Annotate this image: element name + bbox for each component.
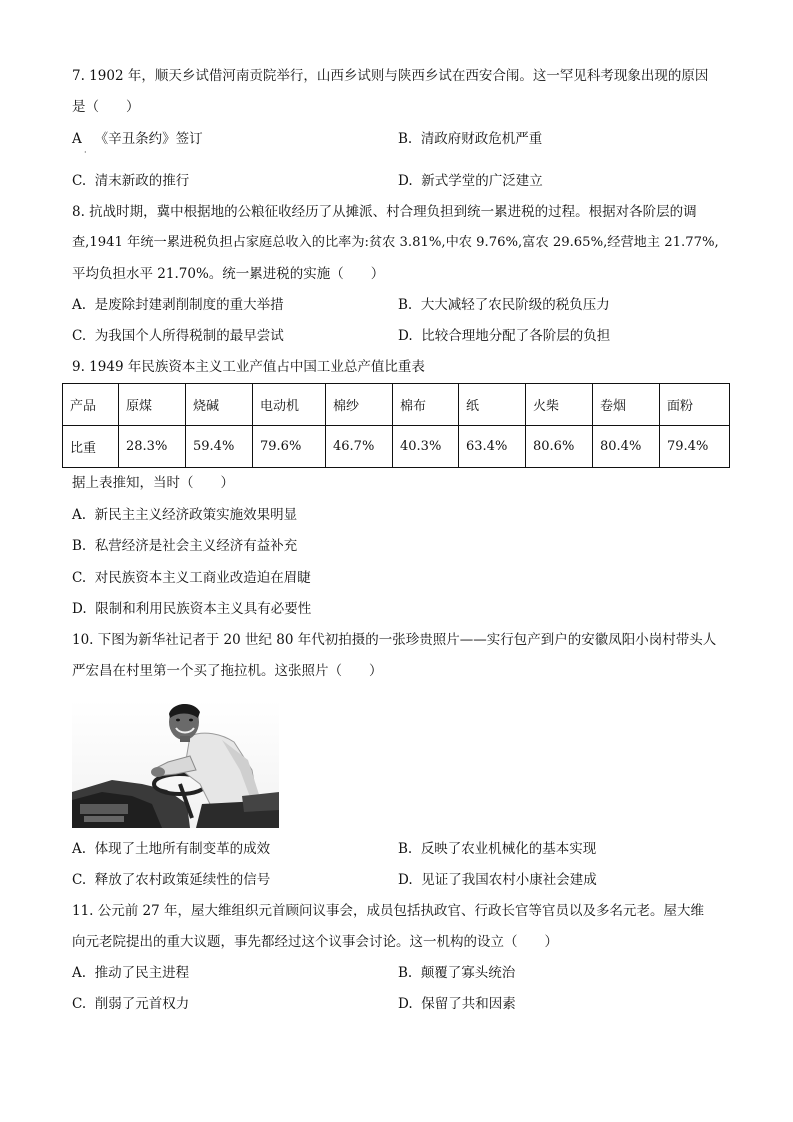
q8-option-a[interactable] — [72, 296, 284, 314]
option-letter: B. — [72, 538, 87, 554]
table-cell: 电动机 — [253, 384, 326, 426]
q7-option-b[interactable] — [398, 130, 542, 148]
option-letter: A. — [72, 297, 87, 313]
table-cell: 63.4% — [459, 426, 526, 468]
table-header-row — [63, 384, 730, 426]
option-text: 比较合理地分配了各阶层的负担 — [421, 328, 611, 344]
option-letter: D. — [398, 173, 413, 189]
option-letter: C. — [72, 328, 87, 344]
table-cell: 火柴 — [526, 384, 593, 426]
q9-option-a[interactable] — [72, 506, 297, 524]
table-cell: 卷烟 — [593, 384, 660, 426]
q10-stem-line-2: 严宏昌在村里第一个买了拖拉机。这张照片（ ） — [72, 663, 383, 679]
option-text: 保留了共和因素 — [421, 996, 516, 1012]
q8-option-d[interactable] — [398, 327, 610, 345]
table-cell: 纸 — [459, 384, 526, 426]
option-text: 清政府财政危机严重 — [420, 131, 543, 147]
q9-prompt: 据上表推知，当时（ ） — [72, 475, 234, 491]
table-cell: 79.6% — [253, 426, 326, 468]
option-letter: D. — [72, 601, 87, 617]
q8-stem-line-3: 平均负担水平 21.70%。统一累进税的实施（ ） — [72, 266, 385, 282]
stray-dot-mark: · — [84, 148, 87, 157]
q8-option-c[interactable] — [72, 327, 284, 345]
option-letter: B. — [398, 297, 413, 313]
q9-option-d[interactable] — [72, 600, 311, 618]
option-letter: D. — [398, 872, 413, 888]
option-letter: A. — [72, 507, 87, 523]
option-text: 新民主主义经济政策实施效果明显 — [94, 507, 298, 523]
option-letter: C. — [72, 570, 87, 586]
q10-option-a[interactable] — [72, 840, 270, 858]
q11-stem-line-2: 向元老院提出的重大议题，事先都经过这个议事会讨论。这一机构的设立（ ） — [72, 934, 558, 950]
option-text: 是废除封建剥削制度的重大举措 — [94, 297, 284, 313]
option-text: 释放了农村政策延续性的信号 — [94, 872, 271, 888]
q11-option-a[interactable] — [72, 964, 189, 982]
option-text: 清末新政的推行 — [94, 173, 190, 189]
table-cell: 面粉 — [660, 384, 730, 426]
option-text: 《辛丑条约》签订 — [94, 131, 203, 147]
option-letter: D. — [398, 996, 413, 1012]
table-cell: 比重 — [63, 426, 119, 468]
q10-stem-line-1: 10. 下图为新华社记者于 20 世纪 80 年代初拍摄的一张珍贵照片——实行包产到户的安徽凤阳小岗村带头人 — [72, 632, 717, 648]
table-cell: 烧碱 — [186, 384, 253, 426]
option-text: 为我国个人所得税制的最早尝试 — [94, 328, 284, 344]
option-text: 对民族资本主义工商业改造迫在眉睫 — [94, 570, 311, 586]
q9-option-b[interactable] — [72, 537, 297, 555]
option-text: 大大减轻了农民阶级的税负压力 — [420, 297, 610, 313]
table-cell: 产品 — [63, 384, 119, 426]
q8-stem-line-2: 查,1941 年统一累进税负担占家庭总收入的比率为:贫农 3.81%,中农 9.76%,富农 29.65%,经营地主 21.77%, — [72, 235, 719, 250]
q11-stem-line-1: 11. 公元前 27 年，屋大维组织元首顾问议事会，成员包括执政官、行政长官等官员以及多名元老。屋大维 — [72, 903, 705, 919]
industry-ratio-table — [62, 383, 730, 468]
q11-option-c[interactable] — [72, 995, 189, 1013]
q7-option-a[interactable] — [72, 130, 203, 148]
tractor-photo — [72, 700, 279, 828]
option-text: 私营经济是社会主义经济有益补充 — [94, 538, 298, 554]
option-text: 颠覆了寡头统治 — [420, 965, 516, 981]
option-letter: A. — [72, 841, 87, 857]
q7-option-c[interactable] — [72, 172, 189, 190]
option-letter: D. — [398, 328, 413, 344]
table-cell: 棉布 — [393, 384, 459, 426]
q7-stem-line-1: 7. 1902 年，顺天乡试借河南贡院举行，山西乡试则与陕西乡试在西安合闱。这一罕见科考现象出现的原因 — [72, 68, 709, 84]
q9-option-c[interactable] — [72, 569, 311, 587]
q8-option-b[interactable] — [398, 296, 610, 314]
option-letter: C. — [72, 872, 87, 888]
q7-option-d[interactable] — [398, 172, 543, 190]
option-text: 推动了民主进程 — [94, 965, 190, 981]
table-cell: 59.4% — [186, 426, 253, 468]
option-letter: C. — [72, 173, 87, 189]
option-letter: B. — [398, 131, 413, 147]
q9-title: 9. 1949 年民族资本主义工业产值占中国工业总产值比重表 — [72, 359, 425, 375]
option-text: 体现了土地所有制变革的成效 — [94, 841, 271, 857]
table-cell: 28.3% — [119, 426, 186, 468]
q11-option-b[interactable] — [398, 964, 515, 982]
q7-stem-line-2: 是（ ） — [72, 99, 140, 115]
option-text: 削弱了元首权力 — [94, 996, 190, 1012]
table-cell: 棉纱 — [326, 384, 393, 426]
option-text: 反映了农业机械化的基本实现 — [420, 841, 597, 857]
option-letter: A. — [72, 965, 87, 981]
table-cell: 原煤 — [119, 384, 186, 426]
option-text: 限制和利用民族资本主义具有必要性 — [95, 601, 312, 617]
q8-stem-line-1: 8. 抗战时期，冀中根据地的公粮征收经历了从摊派、村合理负担到统一累进税的过程。根据对各阶层的调 — [72, 204, 697, 220]
option-letter: A — [72, 131, 82, 147]
table-cell: 40.3% — [393, 426, 459, 468]
q10-option-b[interactable] — [398, 840, 596, 858]
table-row — [63, 426, 730, 468]
option-letter: C. — [72, 996, 87, 1012]
q10-option-c[interactable] — [72, 871, 270, 889]
table-cell: 46.7% — [326, 426, 393, 468]
option-text: 见证了我国农村小康社会建成 — [421, 872, 597, 888]
option-text: 新式学堂的广泛建立 — [421, 173, 543, 189]
option-letter: B. — [398, 841, 413, 857]
table-cell: 79.4% — [660, 426, 730, 468]
tractor-photo-drawing — [72, 700, 279, 828]
table-cell: 80.4% — [593, 426, 660, 468]
option-letter: B. — [398, 965, 413, 981]
table-cell: 80.6% — [526, 426, 593, 468]
q11-option-d[interactable] — [398, 995, 516, 1013]
q10-option-d[interactable] — [398, 871, 597, 889]
